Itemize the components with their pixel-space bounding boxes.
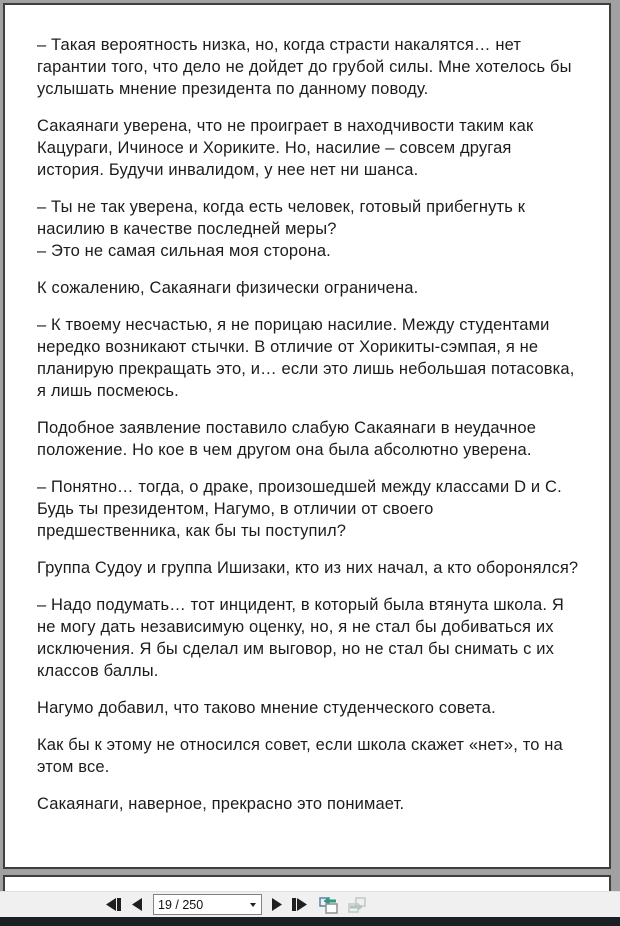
paragraph: Подобное заявление поставило слабую Сакаянаги в неудачное положение. Но кое в чем другом она была абсолютно уверена. [37,419,537,459]
paragraph: – Ты не так уверена, когда есть человек, готовый прибегнуть к насилию в качестве последней меры? – Это не самая сильная моя сторона. [37,198,526,260]
combo-caret-icon [250,903,256,907]
paragraph: Сакаянаги, наверное, прекрасно это понимает. [37,795,405,813]
window-bottom-strip [0,917,620,926]
last-page-icon [291,898,307,911]
history-forward-button[interactable] [347,895,367,915]
prev-page-icon [132,898,143,911]
paragraph: Группа Судоу и группа Ишизаки, кто из них начал, а кто оборонялся? [37,559,579,577]
paragraph: Как бы к этому не относился совет, если школа скажет «нет», то на этом все. [37,736,563,776]
page-number-combobox[interactable] [153,894,262,915]
next-page-sliver [3,875,611,892]
last-page-button[interactable] [291,895,307,915]
paragraph: – Такая вероятность низка, но, когда страсти накалятся… нет гарантии того, что дело не дойдет до грубой силы. Мне хотелось бы услышать мнение президента по данному поводу. [37,36,572,98]
page-indicator: 19 / 250 [158,897,204,912]
history-back-icon [319,896,339,914]
paragraph: – Надо подумать… тот инцидент, в который была втянута школа. Я не могу дать независимую оценку, но, я не стал бы добиваться их исключения. Я бы сделал им выговор, но не стал бы снимать с их классов баллы. [37,596,564,680]
next-page-icon [271,898,282,911]
first-page-button[interactable] [106,895,122,915]
paragraph: – Понятно… тогда, о драке, произошедшей между классами D и C. Будь ты президентом, Нагумо, в отличии от своего предшественника, как бы ты поступил? [37,478,562,540]
paragraph: Сакаянаги уверена, что не проиграет в находчивости таким как Кацураги, Ичиносе и Хориките. Но, насилие – совсем другая история. Будучи инвалидом, у нее нет ни шанса. [37,117,534,179]
next-page-button[interactable] [271,895,282,915]
paragraph: Нагумо добавил, что таково мнение студенческого совета. [37,699,496,717]
history-forward-icon [347,896,367,914]
book-page [3,3,611,869]
paragraph: К сожалению, Сакаянаги физически ограничена. [37,279,419,297]
paragraph: – К твоему несчастью, я не порицаю насилие. Между студентами нередко возникают стычки. В отличие от Хорикиты-сэмпая, я не планирую прекращать это, и… если это лишь небольшая потасовка, я лишь посмеюсь. [37,316,575,400]
first-page-icon [106,898,122,911]
prev-page-button[interactable] [132,895,143,915]
page-text [5,5,609,815]
history-back-button[interactable] [319,895,339,915]
navigation-toolbar [0,891,620,917]
